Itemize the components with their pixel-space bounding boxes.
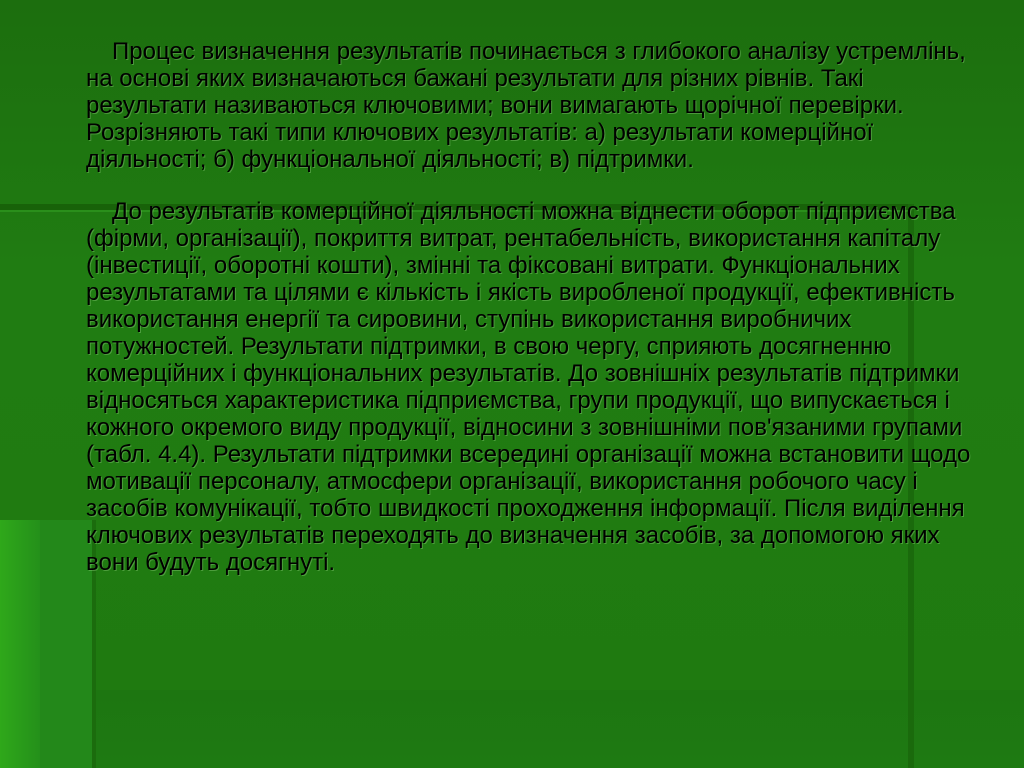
decor-block-left: [0, 520, 40, 768]
decor-block-bottom: [96, 690, 1024, 768]
paragraph-key-results: Процес визначення результатів починається з глибокого аналізу устремлінь, на основі яких визначаються бажані результати для різних рівнів. Такі результати називаються ключовими; вони вимагають щорічної перевірки. Розрізняють такі типи ключових результатів: а) результати комерційної діяльності; б) функціональної діяльності; в) підтримки.: [86, 38, 966, 173]
slide-body: [86, 38, 976, 576]
paragraph-commercial-results: До результатів комерційної діяльності можна віднести оборот підприємства (фірми, організації), покриття витрат, рентабельність, використання капіталу (інвестиції, оборотні кошти), змінні та фіксовані витрати. Функціональних результатами та цілями є кількість і якість виробленої продукції, ефективність використання енергії та сировини, ступінь використання виробничих потужностей. Результати підтримки, в свою чергу, сприяють досягненню комерційних і функціональних результатів. До зовнішніх результатів підтримки відносяться характеристика підприємства, групи продукції, що випускається і кожного окремого виду продукції, відносини з зовнішніми пов'язаними групами (табл. 4.4). Результати підтримки всередині організації можна встановити щодо мотивації персоналу, атмосфери організації, використання робочого часу і засобів комунікації, тобто швидкості проходження інформації. Після виділення ключових результатів переходять до визначення засобів, за допомогою яких вони будуть досягнуті.: [86, 198, 971, 576]
